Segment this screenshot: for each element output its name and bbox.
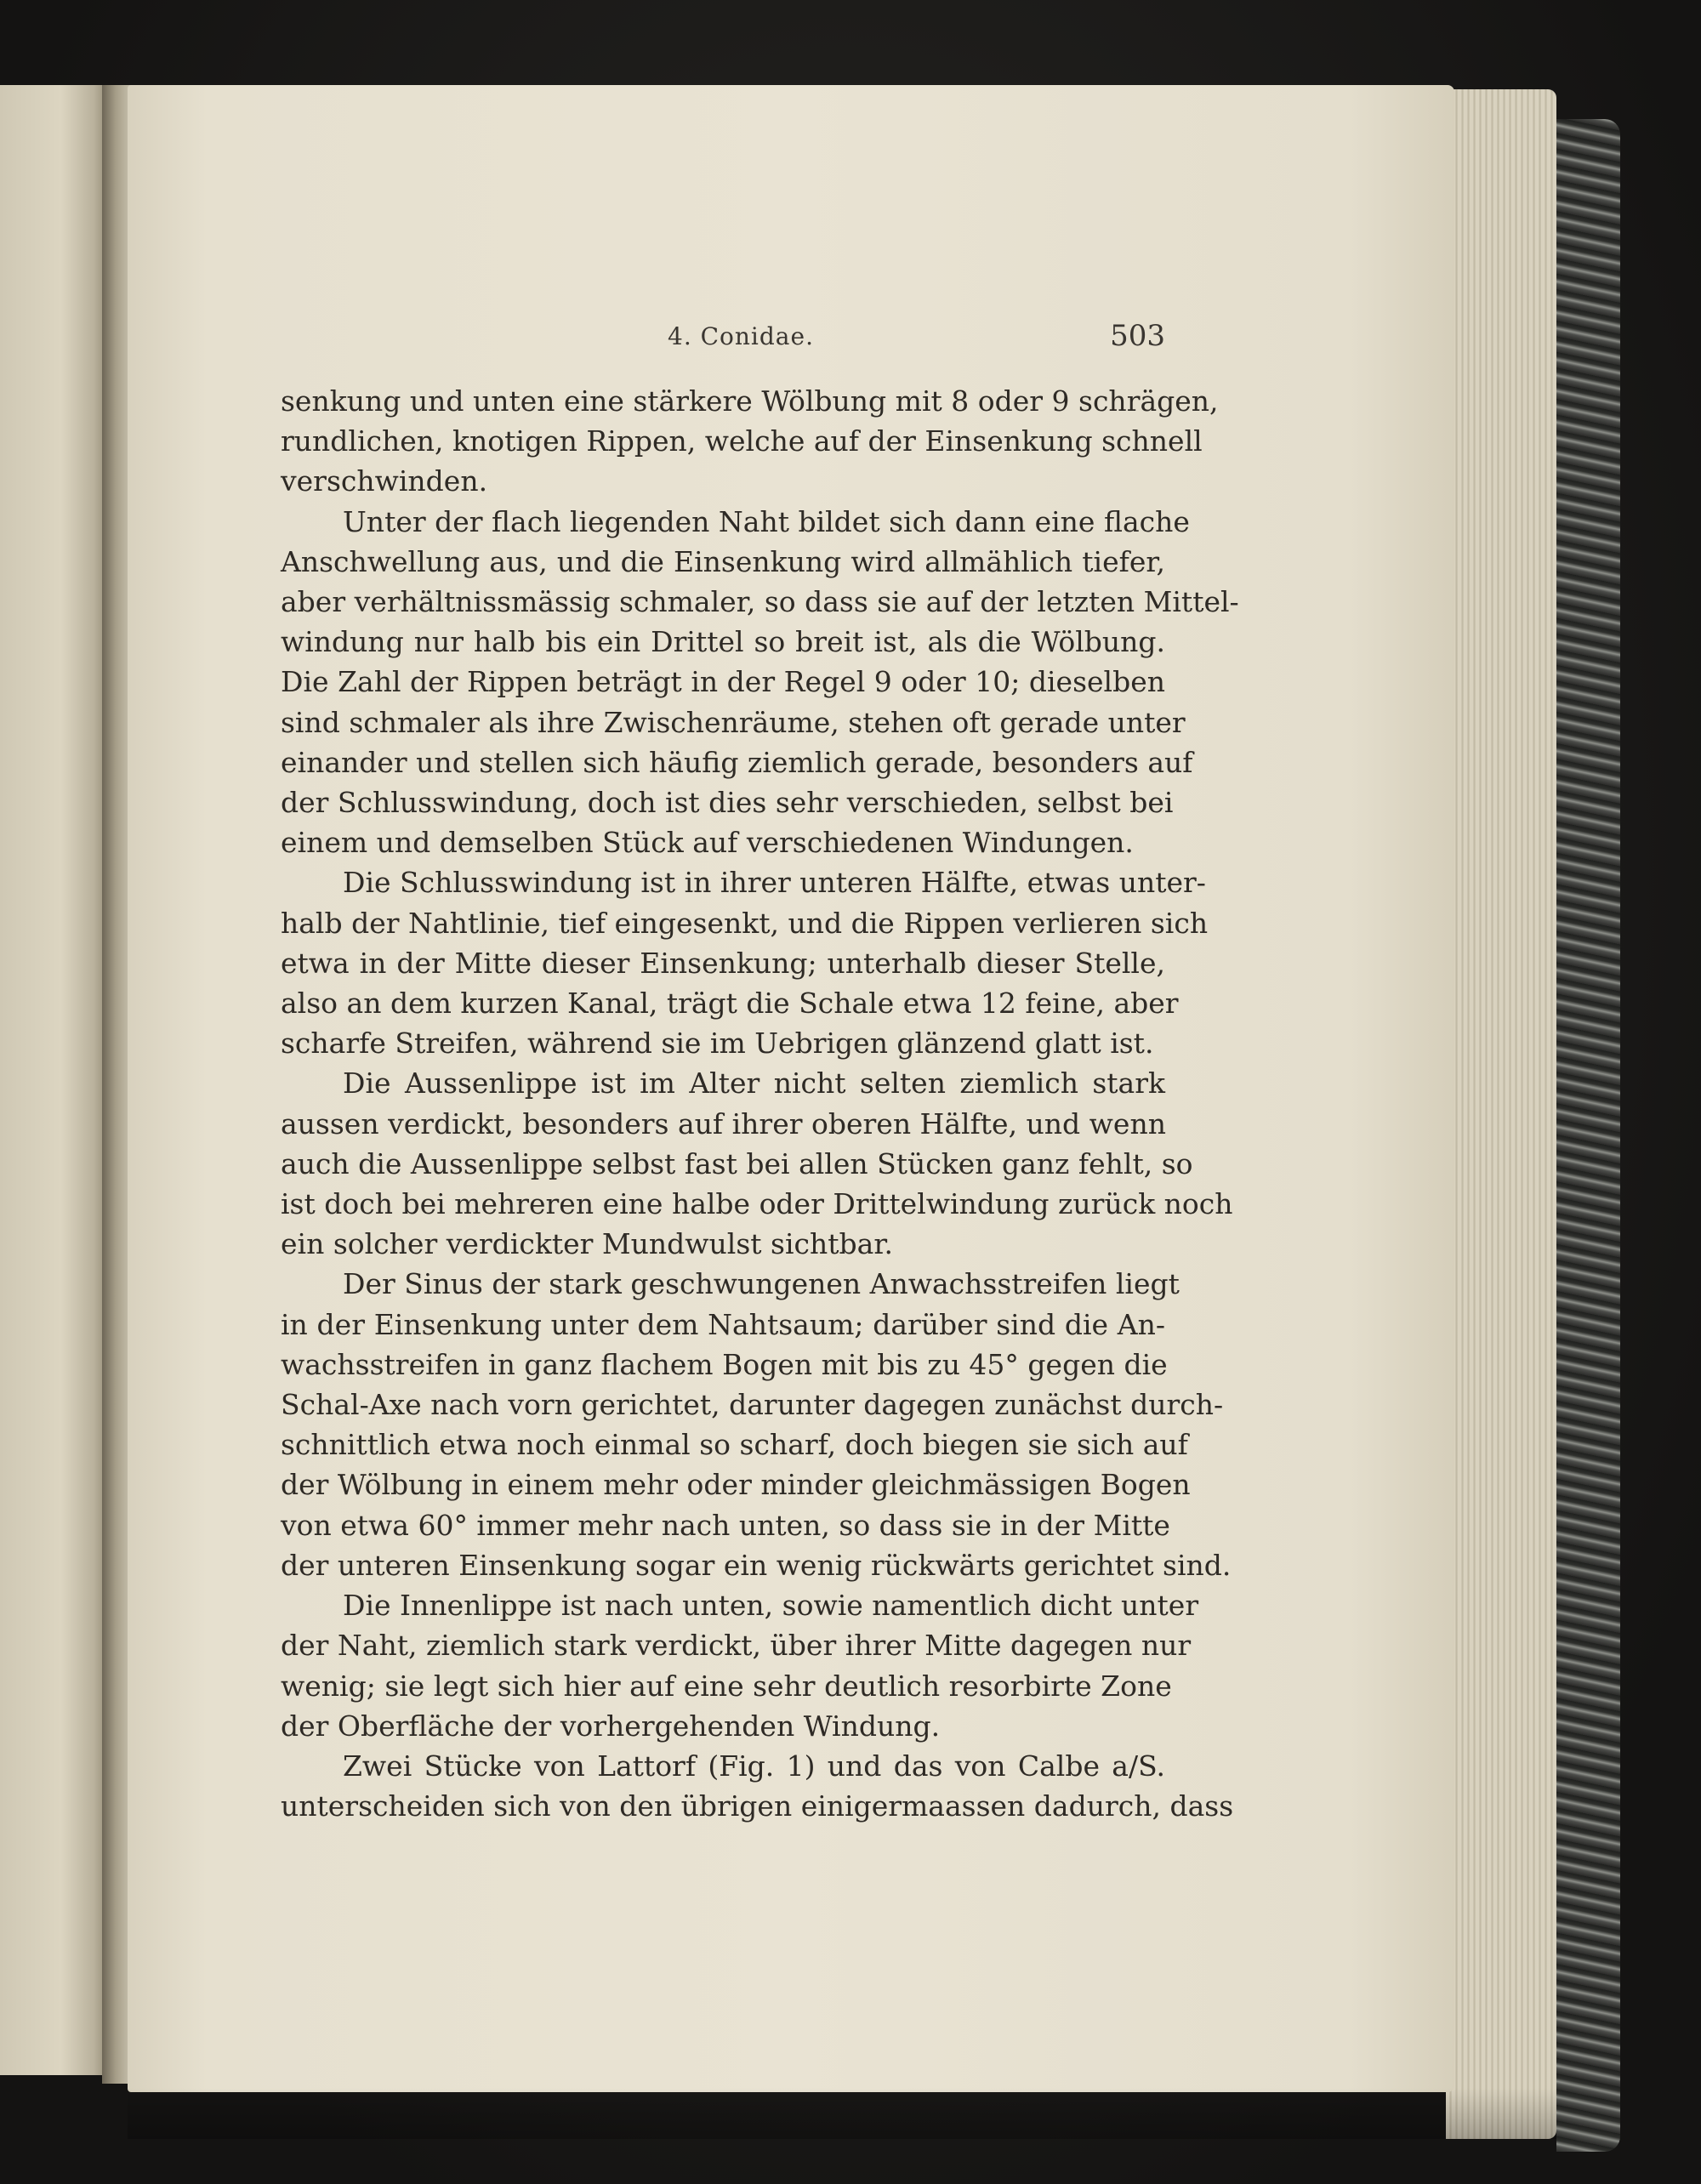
text-line: auch die Aussenlippe selbst fast bei allen Stücken ganz fehlt, so <box>281 1146 1193 1180</box>
text-line: windung nur halb bis ein Drittel so breit ist, als die Wölbung. <box>281 625 1165 659</box>
paragraph <box>281 1264 1232 1585</box>
section-title: 4. Conidae. <box>668 322 814 350</box>
running-header <box>281 319 1165 361</box>
paragraph <box>281 1746 1234 1826</box>
text-line: Die Innenlippe ist nach unten, sowie namentlich dicht unter <box>343 1589 1199 1623</box>
text-line: der Naht, ziemlich stark verdickt, über ihrer Mitte dagegen nur <box>281 1629 1192 1663</box>
text-line: ist doch bei mehreren eine halbe oder Drittelwindung zurück noch <box>281 1187 1233 1221</box>
text-line: Der Sinus der stark geschwungenen Anwachsstreifen liegt <box>343 1267 1180 1301</box>
text-line: aussen verdickt, besonders auf ihrer oberen Hälfte, und wenn <box>281 1106 1166 1140</box>
text-line: rundlichen, knotigen Rippen, welche auf der Einsenkung schnell <box>281 424 1203 458</box>
paragraph <box>281 502 1239 863</box>
text-line: der Oberfläche der vorhergehenden Windung. <box>281 1709 941 1743</box>
text-line: senkung und unten eine stärkere Wölbung mit 8 oder 9 schrägen, <box>281 384 1219 418</box>
text-line: einander und stellen sich häufig ziemlich gerade, besonders auf <box>281 745 1193 779</box>
text-line: Die Aussenlippe ist im Alter nicht selten ziemlich stark <box>343 1066 1165 1101</box>
text-line: in der Einsenkung unter dem Nahtsaum; darüber sind die An- <box>281 1307 1165 1341</box>
text-line: Schal-Axe nach vorn gerichtet, darunter dagegen zunächst durch- <box>281 1388 1224 1422</box>
text-line: Unter der flach liegenden Naht bildet sich dann eine flache <box>343 504 1190 538</box>
text-line: Die Zahl der Rippen beträgt in der Regel 9 oder 10; dieselben <box>281 665 1165 699</box>
paragraph <box>281 1585 1199 1746</box>
text-line: einem und demselben Stück auf verschiedenen Windungen. <box>281 826 1134 860</box>
text-line: von etwa 60° immer mehr nach unten, so dass sie in der Mitte <box>281 1508 1170 1542</box>
text-line: wenig; sie legt sich hier auf eine sehr deutlich resorbirte Zone <box>281 1669 1172 1703</box>
text-line: der Wölbung in einem mehr oder minder gleichmässigen Bogen <box>281 1468 1191 1502</box>
text-line: Zwei Stücke von Lattorf (Fig. 1) und das von Calbe a/S. <box>343 1749 1165 1783</box>
left-page-edge <box>0 85 111 2075</box>
text-line: der unteren Einsenkung sogar ein wenig rückwärts gerichtet sind. <box>281 1548 1232 1582</box>
text-line: schnittlich etwa noch einmal so scharf, doch biegen sie sich auf <box>281 1428 1188 1462</box>
book-cover-edge <box>1556 119 1620 2152</box>
page-stack-edge <box>1446 89 1556 2139</box>
text-line: sind schmaler als ihre Zwischenräume, stehen oft gerade unter <box>281 705 1186 739</box>
text-line: ein solcher verdickter Mundwulst sichtbar. <box>281 1227 893 1261</box>
text-line: verschwinden. <box>281 464 488 498</box>
paragraph <box>281 862 1209 1063</box>
body-text <box>281 381 1239 1826</box>
text-line: halb der Nahtlinie, tief eingesenkt, und die Rippen verlieren sich <box>281 906 1209 940</box>
page-number: 503 <box>1110 319 1165 353</box>
text-line: also an dem kurzen Kanal, trägt die Schale etwa 12 feine, aber <box>281 987 1179 1021</box>
text-line: unterscheiden sich von den übrigen einigermaassen dadurch, dass <box>281 1789 1234 1823</box>
paragraph <box>281 1063 1233 1264</box>
text-line: Die Schlusswindung ist in ihrer unteren Hälfte, etwas unter- <box>343 866 1206 900</box>
text-line: etwa in der Mitte dieser Einsenkung; unterhalb dieser Stelle, <box>281 946 1165 980</box>
text-line: der Schlusswindung, doch ist dies sehr verschieden, selbst bei <box>281 786 1174 820</box>
page-bottom-shadow <box>128 2088 1556 2139</box>
text-line: wachsstreifen in ganz flachem Bogen mit bis zu 45° gegen die <box>281 1347 1168 1381</box>
text-line: scharfe Streifen, während sie im Uebrigen glänzend glatt ist. <box>281 1027 1154 1061</box>
paragraph <box>281 381 1219 502</box>
text-line: aber verhältnissmässig schmaler, so dass sie auf der letzten Mittel- <box>281 585 1239 619</box>
text-line: Anschwellung aus, und die Einsenkung wird allmählich tiefer, <box>281 544 1165 578</box>
